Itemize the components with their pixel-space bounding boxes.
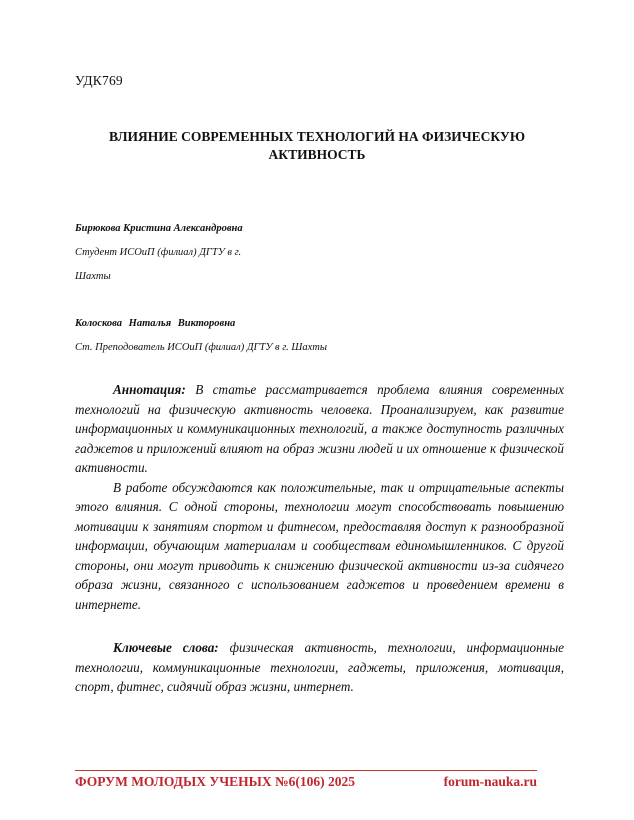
author-block-1 [75,217,375,289]
author-position-1a: Студент ИСОиП (филиал) ДГТУ в г. [75,247,242,258]
footer-journal: ФОРУМ МОЛОДЫХ УЧЕНЫХ №6(106) 2025 [75,774,355,789]
author-block-2 [75,312,375,360]
article-title-line-2: АКТИВНОСТЬ [268,147,366,162]
abstract-paragraph-1 [75,380,564,478]
abstract-text-1: В статье рассматривается проблема влияния современных технологий на физическую активность человека. Проанализируем, как развитие информационных и коммуникационных технологий, а также доступность различных гаджетов и приложений влияют на образ жизни людей и их отношение к физической активности. [75,382,565,475]
author-name-2: Колоскова Наталья Викторовна [75,318,236,329]
footer-site-link[interactable]: forum-nauka.ru [443,774,537,789]
page-footer [75,774,537,790]
article-title-line-1: ВЛИЯНИЕ СОВРЕМЕННЫХ ТЕХНОЛОГИЙ НА ФИЗИЧЕСКУЮ [108,129,526,144]
author-position-1b: Шахты [75,271,111,282]
abstract-section [75,380,564,614]
udk-code: УДК769 [75,73,123,88]
keywords-paragraph [75,638,564,697]
keywords-text: физическая активность, технологии, информационные технологии, коммуникационные технологии, гаджеты, приложения, мотивация, спорт, фитнес, сидячий образ жизни, интернет. [75,640,565,694]
abstract-paragraph-2: В работе обсуждаются как положительные, так и отрицательные аспекты этого влияния. С одной стороны, технологии могут способствовать повышению мотивации к занятиям спортом и фитнесом, предоставляя доступ к разнообразной информации, обучающим материалам и сообществам единомышленников. С другой стороны, они могут приводить к снижению физической активности из-за сидячего образа жизни, связанного с использованием гаджетов и проведением времени в интернете. [75,479,564,612]
author-name-1: Бирюкова Кристина Александровна [75,223,243,234]
article-title [75,128,559,164]
keywords-label: Ключевые слова: [113,640,219,655]
author-position-2: Ст. Преподователь ИСОиП (филиал) ДГТУ в г. Шахты [75,342,327,353]
footer-divider [75,770,537,771]
keywords-section [75,638,564,697]
abstract-label: Аннотация: [113,382,186,397]
